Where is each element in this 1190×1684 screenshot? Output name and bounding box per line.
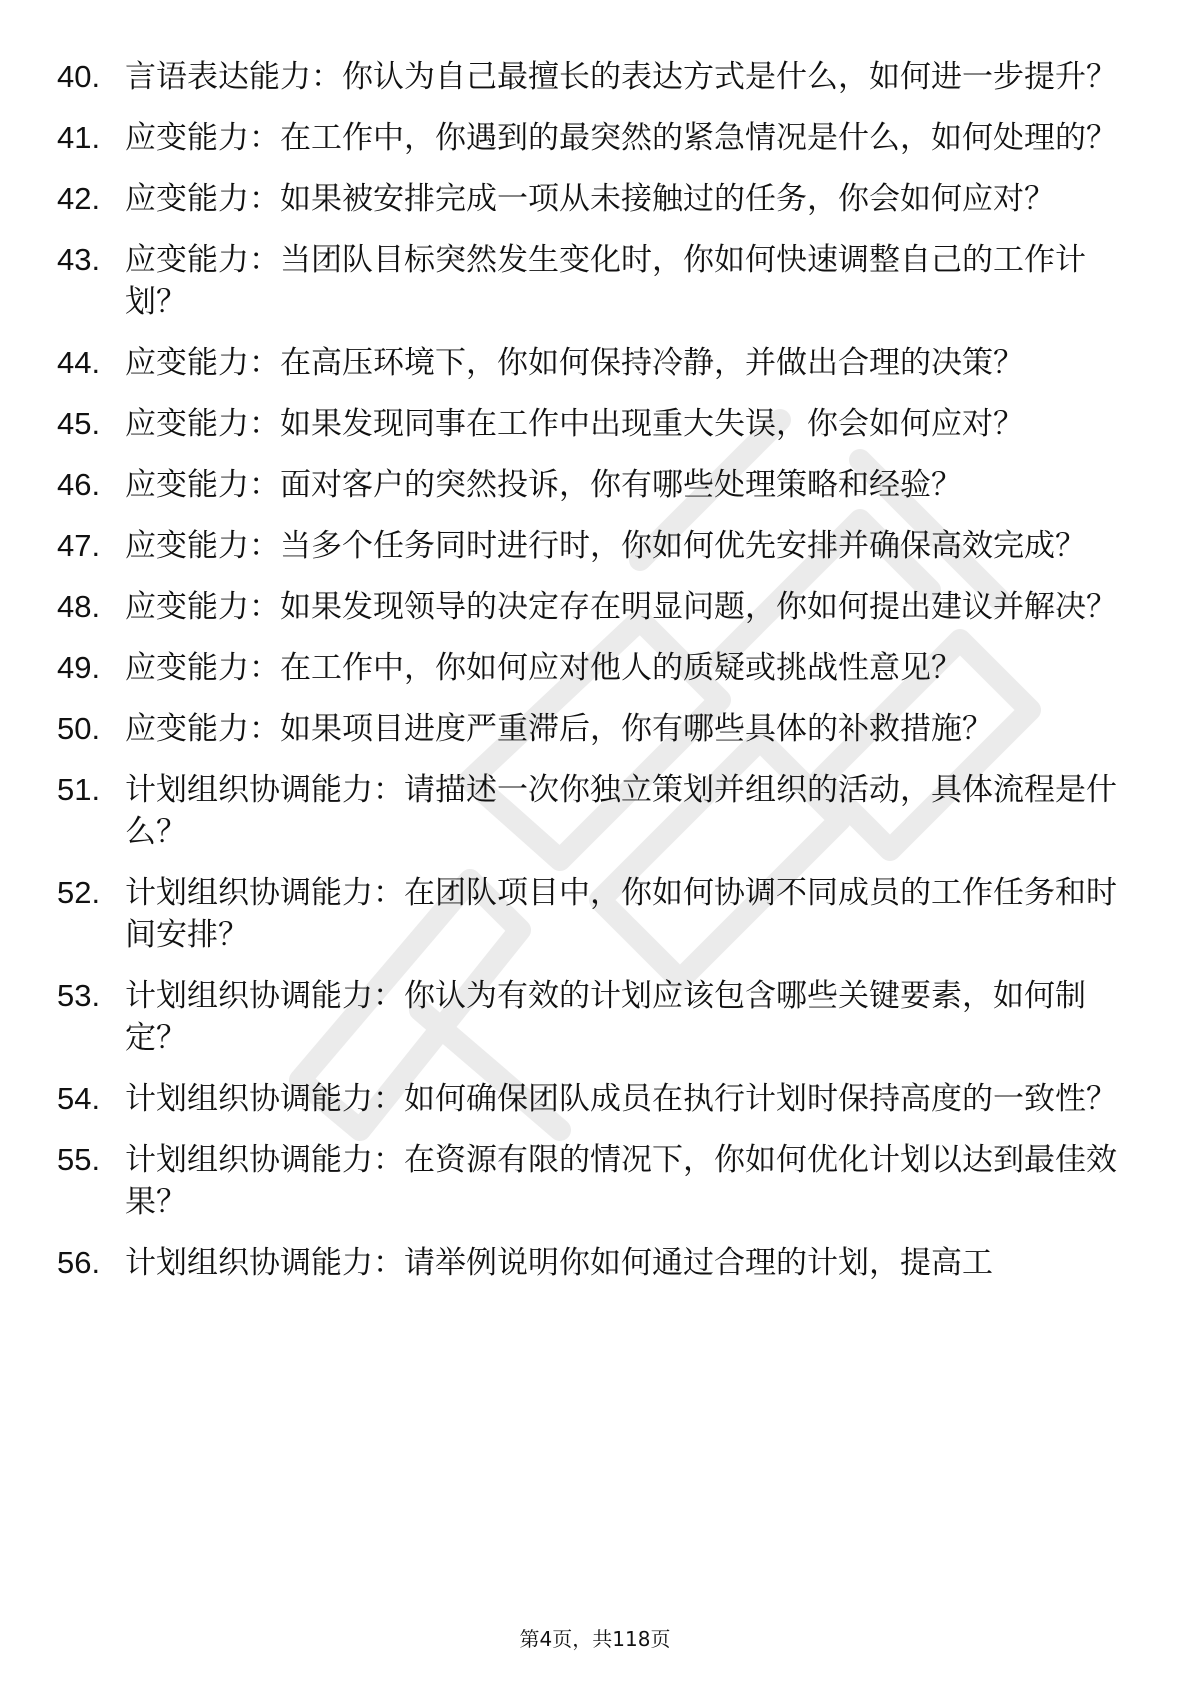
list-item [0, 178, 1190, 220]
question-number: 50. [57, 711, 101, 746]
list-item [0, 464, 1190, 506]
question-number: 56. [57, 1245, 101, 1280]
question-text: 计划组织协调能力：在团队项目中，你如何协调不同成员的工作任务和时间安排？ [125, 875, 1117, 953]
question-number: 52. [57, 875, 101, 910]
list-item [0, 708, 1190, 750]
list-item [0, 975, 1190, 1059]
list-item [0, 872, 1190, 956]
list-item [0, 1139, 1190, 1223]
list-item [0, 525, 1190, 567]
question-number: 40. [57, 59, 101, 94]
question-number: 46. [57, 467, 101, 502]
question-number: 43. [57, 242, 101, 277]
list-item [0, 1242, 1190, 1284]
list-item [0, 342, 1190, 384]
question-number: 51. [57, 772, 101, 807]
question-text: 计划组织协调能力：请描述一次你独立策划并组织的活动，具体流程是什么？ [125, 772, 1117, 850]
list-item [0, 647, 1190, 689]
question-text: 计划组织协调能力：在资源有限的情况下，你如何优化计划以达到最佳效果？ [125, 1142, 1117, 1220]
question-text: 应变能力：当团队目标突然发生变化时，你如何快速调整自己的工作计划？ [125, 242, 1086, 320]
question-number: 42. [57, 181, 101, 216]
question-text: 计划组织协调能力：你认为有效的计划应该包含哪些关键要素，如何制定？ [125, 978, 1086, 1056]
question-number: 54. [57, 1081, 101, 1116]
question-text: 应变能力：面对客户的突然投诉，你有哪些处理策略和经验？ [125, 467, 962, 503]
question-text: 应变能力：当多个任务同时进行时，你如何优先安排并确保高效完成？ [125, 528, 1086, 564]
list-item [0, 586, 1190, 628]
list-item [0, 56, 1190, 98]
question-text: 计划组织协调能力：请举例说明你如何通过合理的计划，提高工 [125, 1245, 993, 1281]
question-number: 41. [57, 120, 101, 155]
question-list [0, 56, 1190, 1303]
page-footer: 第4页，共118页 [519, 1627, 671, 1651]
question-text: 计划组织协调能力：如何确保团队成员在执行计划时保持高度的一致性？ [125, 1081, 1117, 1117]
question-number: 44. [57, 345, 101, 380]
question-number: 49. [57, 650, 101, 685]
question-number: 55. [57, 1142, 101, 1177]
list-item [0, 403, 1190, 445]
list-item [0, 239, 1190, 323]
list-item [0, 1078, 1190, 1120]
question-number: 45. [57, 406, 101, 441]
question-text: 应变能力：如果发现领导的决定存在明显问题，你如何提出建议并解决？ [125, 589, 1117, 625]
question-text: 应变能力：在高压环境下，你如何保持冷静，并做出合理的决策？ [125, 345, 1024, 381]
question-number: 47. [57, 528, 101, 563]
question-number: 48. [57, 589, 101, 624]
question-text: 言语表达能力：你认为自己最擅长的表达方式是什么，如何进一步提升？ [125, 59, 1117, 95]
question-text: 应变能力：如果被安排完成一项从未接触过的任务，你会如何应对？ [125, 181, 1055, 217]
question-text: 应变能力：如果项目进度严重滞后，你有哪些具体的补救措施？ [125, 711, 993, 747]
question-text: 应变能力：如果发现同事在工作中出现重大失误，你会如何应对？ [125, 406, 1024, 442]
question-text: 应变能力：在工作中，你如何应对他人的质疑或挑战性意见？ [125, 650, 962, 686]
question-text: 应变能力：在工作中，你遇到的最突然的紧急情况是什么，如何处理的？ [125, 120, 1117, 156]
list-item [0, 769, 1190, 853]
question-number: 53. [57, 978, 101, 1013]
list-item [0, 117, 1190, 159]
